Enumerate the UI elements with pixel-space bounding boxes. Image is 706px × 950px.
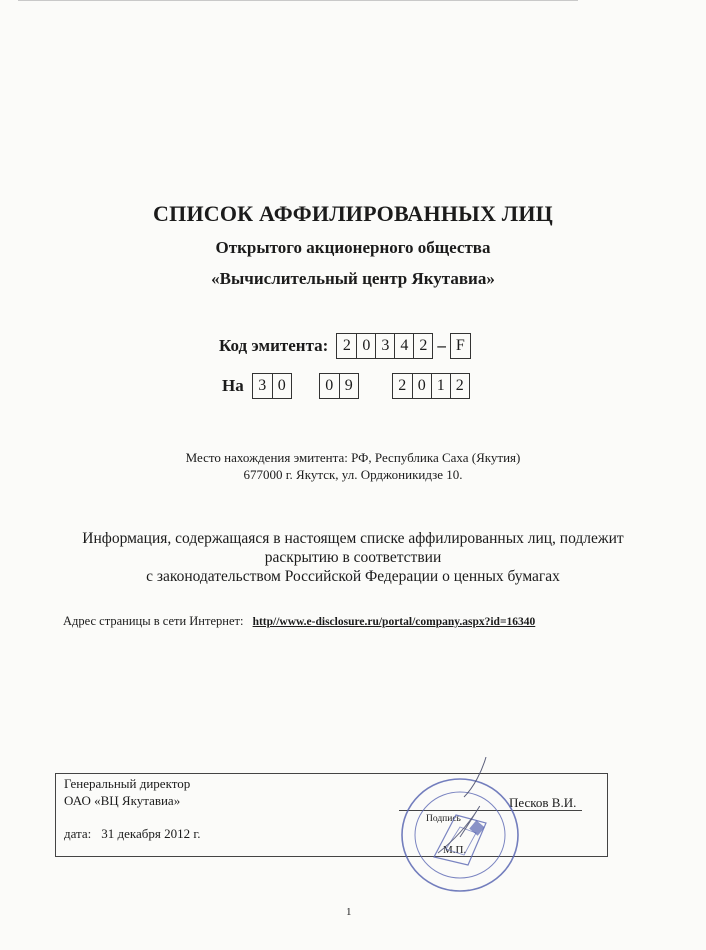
- company-type: Открытого акционерного общества: [215, 238, 491, 257]
- issuer-code-label: Код эмитента:: [219, 336, 329, 355]
- date-digit: 3: [258, 377, 267, 394]
- issuer-code-digit: 2: [413, 334, 432, 358]
- date-digit: 2: [450, 374, 469, 398]
- scan-edge-line: [18, 0, 578, 1]
- date-digit: 0: [325, 377, 334, 394]
- company-seal-stamp: [394, 757, 526, 897]
- signatory-position: Генеральный директор: [64, 776, 191, 791]
- issuer-code-row: [219, 333, 471, 359]
- date-digit: 9: [339, 374, 358, 398]
- issuer-address: 677000 г. Якутск, ул. Орджоникидзе 10.: [243, 467, 463, 482]
- disclosure-line: Информация, содержащаяся в настоящем списке аффилированных лиц, подлежит: [82, 530, 624, 547]
- issuer-code-digit: 4: [394, 334, 413, 358]
- date-label: дата:: [64, 826, 92, 841]
- report-date-month: [319, 373, 359, 399]
- report-date-day: [252, 373, 292, 399]
- issuer-location: Место нахождения эмитента: РФ, Республика Саха (Якутия): [185, 450, 521, 465]
- issuer-code-suffix: F: [455, 337, 465, 354]
- signature-date: [64, 826, 201, 842]
- disclosure-line: раскрытию в соответствии: [264, 549, 442, 566]
- web-address-link[interactable]: http//www.e-disclosure.ru/portal/company.aspx?id=16340: [252, 616, 536, 628]
- date-value: 31 декабря 2012 г.: [101, 826, 201, 841]
- date-digit: 0: [412, 374, 431, 398]
- document-title: СПИСОК АФФИЛИРОВАННЫХ ЛИЦ: [153, 201, 553, 226]
- issuer-code-digit: 2: [342, 337, 351, 354]
- issuer-code-digit: 0: [356, 334, 375, 358]
- report-date-row: [222, 373, 470, 399]
- disclosure-line: с законодательством Российской Федерации о ценных бумагах: [146, 568, 560, 585]
- issuer-code-digit: 3: [375, 334, 394, 358]
- web-address: [63, 614, 535, 629]
- issuer-code-cells: [336, 333, 433, 359]
- disclosure-notice: [60, 529, 646, 586]
- report-date-year: [392, 373, 470, 399]
- date-digit: 1: [431, 374, 450, 398]
- issuer-code-separator: –: [437, 336, 446, 355]
- date-digit: 0: [272, 374, 291, 398]
- date-digit: 2: [398, 377, 407, 394]
- page-number: 1: [346, 906, 352, 918]
- seal-caption: М.П.: [443, 844, 467, 856]
- web-address-label: Адрес страницы в сети Интернет:: [63, 614, 244, 628]
- report-date-label: На: [222, 376, 244, 395]
- signatory-organization: ОАО «ВЦ Якутавиа»: [64, 793, 181, 808]
- issuer-code-suffix-cell: [450, 333, 471, 359]
- company-name: «Вычислительный центр Якутавиа»: [211, 269, 495, 288]
- signature-caption: Подпись: [426, 814, 461, 824]
- signatory-name: Песков В.И.: [509, 795, 577, 810]
